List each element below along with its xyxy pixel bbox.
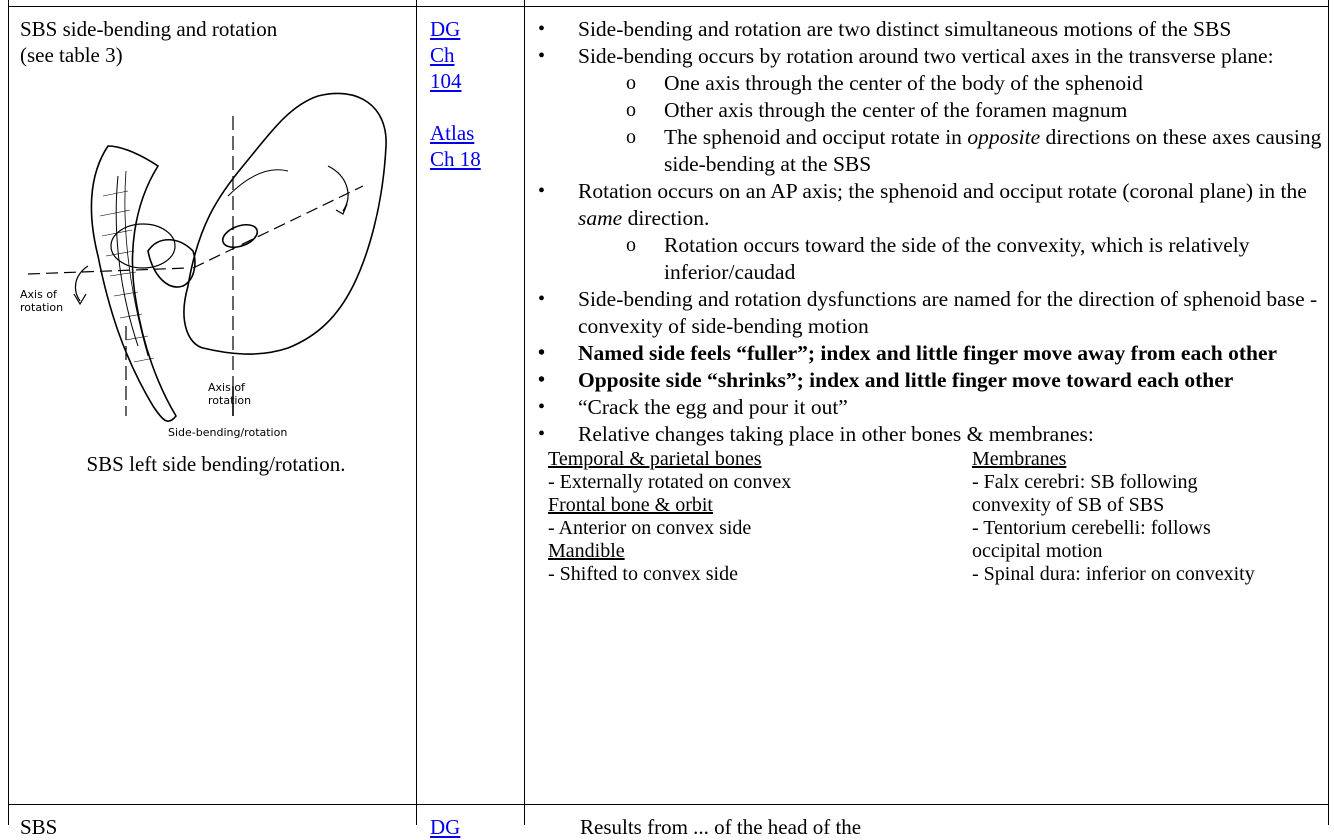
bullet-2: • Side-bending occurs by rotation around two vertical axes in the transverse plane: [536, 43, 1326, 70]
next-row-topic: SBS [20, 815, 58, 839]
topic-cell [20, 16, 412, 68]
dg-link-line3[interactable]: 104 [430, 69, 462, 93]
bullet-4: • Side-bending and rotation dysfunctions are named for the direction of sphenoid base - convexity of side-bending motion [536, 286, 1326, 340]
sub-bullet-2-2: o Other axis through the center of the foramen magnum [536, 97, 1326, 124]
bullet-8: • Relative changes taking place in other bones & membranes: [536, 421, 1326, 448]
figure-label-axis-left-1: Axis of [20, 288, 57, 301]
sub-bullet-2-1: o One axis through the center of the body of the sphenoid [536, 70, 1326, 97]
sub-bullet-3-1: o Rotation occurs toward the side of the convexity, which is relatively inferior/caudad [536, 232, 1326, 286]
heading-membranes: Membranes [972, 448, 1067, 470]
bullet-6: • Opposite side “shrinks”; index and little finger move toward each other [536, 367, 1326, 394]
sub-bullet-2-3-pre: The sphenoid and occiput rotate in [664, 125, 968, 149]
bullet-1: • Side-bending and rotation are two distinct simultaneous motions of the SBS [536, 16, 1326, 43]
bones-column [548, 448, 972, 586]
heading-frontal-orbit: Frontal bone & orbit [548, 494, 713, 516]
bullet-3-pre: Rotation occurs on an AP axis; the sphenoid and occiput rotate (coronal plane) in the [578, 179, 1307, 203]
heading-temporal-parietal: Temporal & parietal bones [548, 448, 762, 470]
figure-label-axis-bottom-2: rotation [208, 394, 252, 407]
text-tentorium-1: - Tentorium cerebelli: follows [972, 517, 1211, 539]
bullet-7: • “Crack the egg and pour it out” [536, 394, 1326, 421]
content-cell [536, 16, 1326, 586]
row-bottom-border [8, 804, 1329, 805]
column-divider-1 [416, 0, 417, 825]
atlas-link-line2[interactable]: Ch 18 [430, 147, 481, 171]
sub-bullet-2-3 [536, 124, 1326, 178]
table-border-left [8, 0, 9, 825]
atlas-link-line1[interactable]: Atlas [430, 121, 475, 145]
figure-title: Side-bending/rotation [168, 426, 288, 439]
emphasis-opposite: opposite [967, 125, 1041, 149]
text-spinal-dura: - Spinal dura: inferior on convexity [972, 563, 1255, 585]
bullet-5: • Named side feels “fuller”; index and little finger move away from each other [536, 340, 1326, 367]
text-falx-1: - Falx cerebri: SB following [972, 471, 1198, 493]
figure-label-axis-bottom-1: Axis of [208, 381, 245, 394]
reference-cell [430, 16, 520, 172]
text-frontal-orbit: - Anterior on convex side [548, 517, 752, 539]
sbs-side-bending-illustration [18, 86, 398, 442]
text-tentorium-2: occipital motion [972, 540, 1103, 562]
figure-label-axis-left-2: rotation [20, 301, 64, 314]
changes-columns [548, 448, 1326, 586]
dg-link-line1[interactable]: DG [430, 17, 461, 41]
next-row-dg-link[interactable]: DG [430, 815, 461, 839]
emphasis-same: same [578, 206, 623, 230]
figure-caption: SBS left side bending/rotation. [86, 452, 346, 476]
bullet-3-post: direction. [622, 206, 710, 230]
text-falx-2: convexity of SB of SBS [972, 494, 1165, 516]
row-top-border [8, 6, 1329, 7]
membranes-column [972, 448, 1332, 586]
topic-reference: (see table 3) [20, 43, 123, 67]
column-divider-2 [524, 0, 525, 825]
bullet-3 [536, 178, 1326, 232]
heading-mandible: Mandible [548, 540, 625, 562]
text-mandible: - Shifted to convex side [548, 563, 738, 585]
topic-title: SBS side-bending and rotation [20, 17, 278, 41]
dg-link-line2[interactable]: Ch [430, 43, 455, 67]
sub-bullet-2-3-post: directions on these axes causing side-bending at the SBS [664, 125, 1322, 176]
table-border-right [1328, 0, 1329, 825]
next-row-text: Results from ... of the head of the [580, 815, 862, 839]
text-temporal-parietal: - Externally rotated on convex [548, 471, 792, 493]
